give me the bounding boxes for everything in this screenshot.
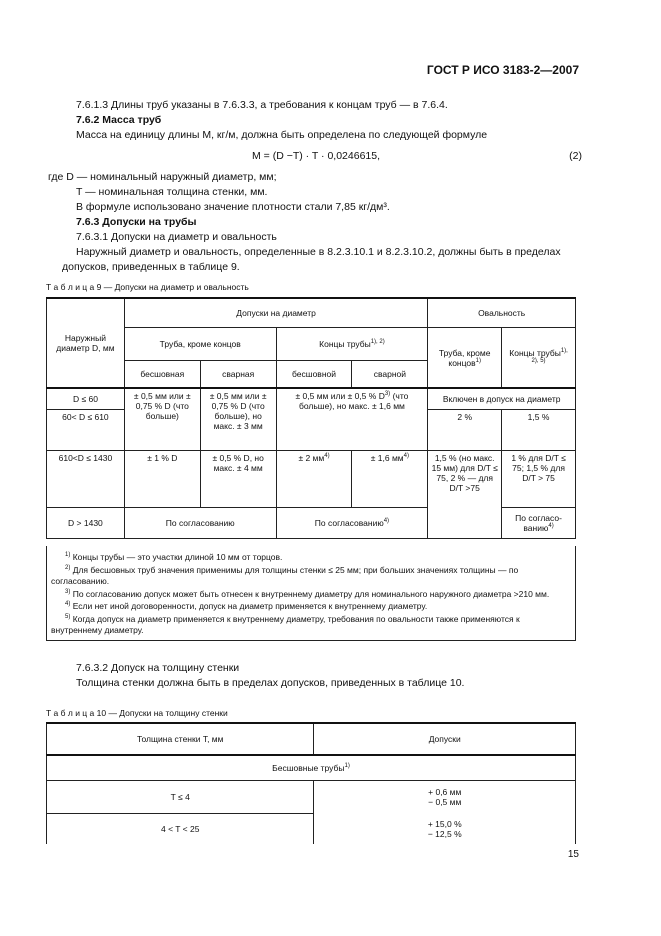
header-welded-ends: сварной: [352, 361, 428, 389]
footnote: $^{5)}$ Когда допуск на диаметр применяется к внутреннему диаметру, требования по овальности также применяются к внутреннему диаметру.: [51, 614, 520, 636]
section-heading: 7.6.2 Масса труб: [76, 114, 162, 126]
footnote: $^{3)}$ По согласованию допуск может быть отнесен к внутреннему диаметру для номинального наружного диаметра >210 мм.: [65, 588, 550, 599]
document-header: ГОСТ Р ИСО 3183-2—2007: [426, 63, 579, 77]
cell-ends: По согласованию$^{4)}$: [276, 508, 428, 539]
header-diameter: Наружный диаметр D, мм: [47, 298, 125, 388]
cell-ovality-pipe: 2 %: [428, 410, 502, 451]
formula-number: (2): [569, 150, 582, 162]
table-9-caption: Т а б л и ц а 9 — Допуски на диаметр и овальность: [46, 282, 249, 292]
paragraph: допусков, приведенных в таблице 9.: [62, 261, 240, 273]
header-seamless-ends: бесшовной: [276, 361, 352, 389]
cell-ovality-ends: 1 % для D/T ≤ 75; 1,5 % для D/T > 75: [502, 451, 576, 508]
formula: [62, 149, 582, 164]
cell-tolerance: + 0,6 мм − 0,5 мм: [314, 781, 576, 814]
cell-welded: ± 0,5 % D, но макс. ± 4 мм: [200, 451, 276, 508]
table-9: [46, 297, 576, 539]
paragraph: В формуле использовано значение плотности стали 7,85 кг/дм³.: [76, 201, 390, 213]
cell-ovality: Включен в допуск на диаметр: [428, 388, 576, 410]
header-welded: сварная: [200, 361, 276, 389]
header-pipe: Труба, кроме концов: [124, 328, 276, 361]
paragraph: Толщина стенки должна быть в пределах допусков, приведенных в таблице 10.: [76, 677, 465, 689]
cell-diameter: D > 1430: [47, 508, 125, 539]
header-tolerances: Допуски: [314, 723, 576, 755]
cell-ovality-ends: 1,5 %: [502, 410, 576, 451]
cell-welded-ends: ± 1,6 $мм^{4)}$: [352, 451, 428, 508]
table-10-caption: Т а б л и ц а 10 — Допуски на толщину стенки: [46, 708, 228, 718]
paragraph: 7.6.1.3 Длины труб указаны в 7.6.3.3, а требования к концам труб — в 7.6.4.: [76, 99, 448, 111]
cell-wall: 4 < T < 25: [47, 814, 314, 845]
cell-seamless-ends: ± 2 $мм^{4)}$: [276, 451, 352, 508]
footnote: $^{4)}$ Если нет иной договоренности, допуск на диаметр применяется к внутреннему диаметру.: [65, 601, 428, 612]
section-text-bottom: [62, 661, 582, 691]
cell-ovality-pipe: 1,5 % (но макс. 15 мм) для D/T ≤ 75, 2 % — для D/T >75: [428, 451, 502, 539]
header-ends-ovality: Концы трубы$^{1), 2), 5)}$: [502, 328, 576, 389]
cell-ovality-ends: По согласо-ванию$^{4)}$: [502, 508, 576, 539]
paragraph: 7.6.3.2 Допуск на толщину стенки: [76, 662, 240, 674]
section-heading: 7.6.3 Допуски на трубы: [76, 216, 197, 228]
section-text-top: [48, 98, 582, 275]
footnote: $^{1)}$ Концы трубы — это участки длиной 10 мм от торцов.: [65, 551, 283, 562]
cell-seamless: ± 0,5 мм или ± 0,75 % D (что больше): [124, 388, 200, 451]
header-ends: Концы трубы$^{1), 2)}$: [276, 328, 428, 361]
cell-seamless: ± 1 % D: [124, 451, 200, 508]
paragraph: Масса на единицу длины M, кг/м, должна быть определена по следующей формуле: [76, 129, 488, 141]
paragraph: T — номинальная толщина стенки, мм.: [76, 186, 268, 198]
paragraph: 7.6.3.1 Допуски на диаметр и овальность: [76, 231, 277, 243]
header-seamless: бесшовная: [124, 361, 200, 389]
table-9-notes: [46, 546, 576, 641]
header-wall-thickness: Толщина стенки T, мм: [47, 723, 314, 755]
cell-pipe: По согласованию: [124, 508, 276, 539]
paragraph: Наружный диаметр и овальность, определенные в 8.2.3.10.1 и 8.2.3.10.2, должны быть в пределах: [76, 246, 561, 258]
cell-diameter: 60< D ≤ 610: [47, 410, 125, 451]
cell-welded: ± 0,5 мм или ± 0,75 % D (что больше), но макс. ± 3 мм: [200, 388, 276, 451]
cell-wall: T ≤ 4: [47, 781, 314, 814]
cell-diameter: 610<D ≤ 1430: [47, 451, 125, 508]
cell-tolerance: + 15,0 % − 12,5 %: [314, 814, 576, 845]
section-seamless: Бесшовные трубы$^{1)}$: [47, 755, 576, 781]
formula-expression: M = (D −T) · T · 0,0246615,: [252, 150, 380, 162]
header-ovality: Овальность: [428, 298, 576, 328]
header-diameter-tolerance: Допуски на диаметр: [124, 298, 427, 328]
table-10: [46, 722, 576, 844]
cell-ends: ± 0,5 мм или ± 0,5 % $D^{3)}$ (что больше), но макс. ± 1,6 мм: [276, 388, 428, 451]
cell-diameter: D ≤ 60: [47, 388, 125, 410]
page-number: 15: [567, 849, 579, 860]
footnote: $^{2)}$ Для бесшовных труб значения применимы для толщины стенки ≤ 25 мм; при больших значениях толщины — по согласованию.: [51, 564, 519, 586]
header-pipe-ovality: Труба, кроме концов$^{1)}$: [428, 328, 502, 389]
paragraph: где D — номинальный наружный диаметр, мм;: [48, 171, 277, 183]
